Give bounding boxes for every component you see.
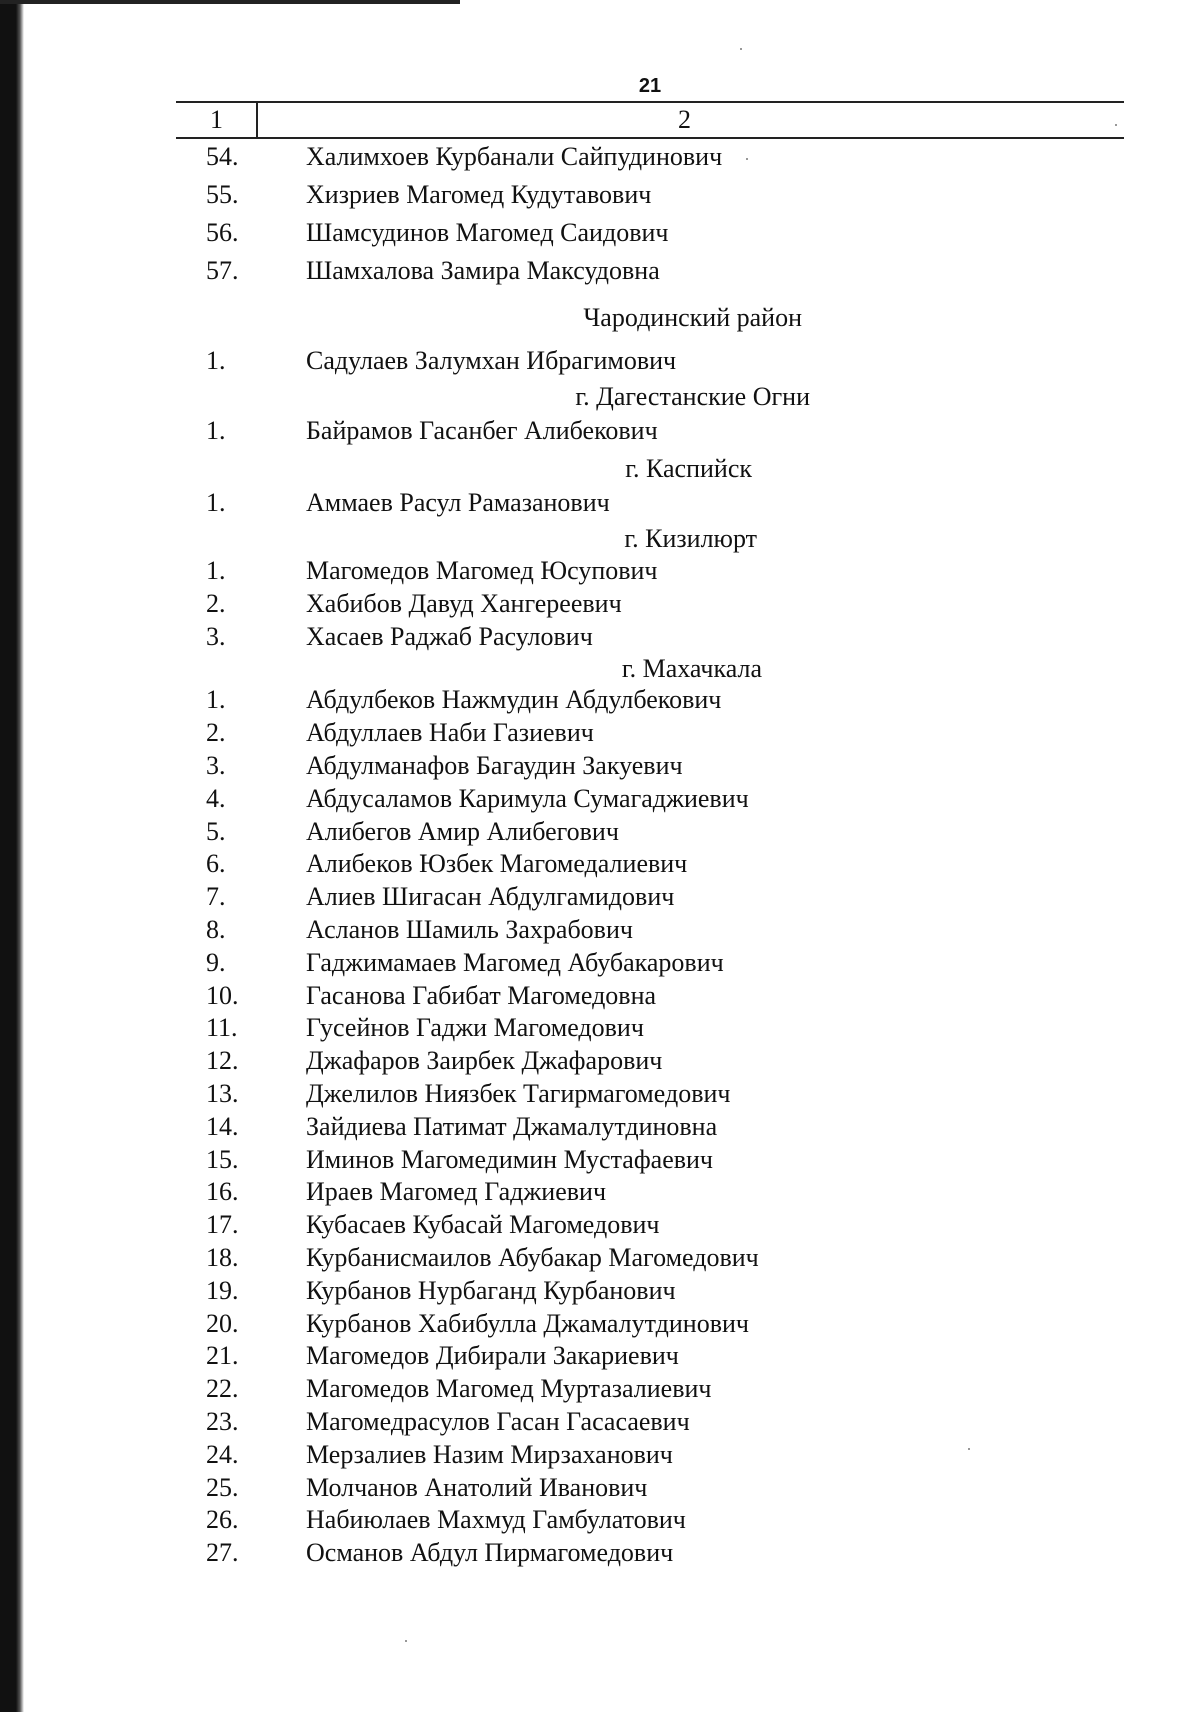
person-name: Абдусаламов Каримула Сумагаджиевич	[306, 783, 749, 813]
list-item	[0, 142, 1200, 180]
list-item	[0, 1309, 1200, 1342]
item-number: 25.	[206, 1472, 239, 1502]
header-column-divider	[256, 101, 258, 139]
person-name: Абдулманафов Багаудин Закуевич	[306, 750, 683, 780]
person-name: Зайдиева Патимат Джамалутдиновна	[306, 1111, 718, 1141]
item-number: 16.	[206, 1177, 239, 1207]
list-item	[0, 1079, 1200, 1112]
list-item	[0, 256, 1200, 294]
list-item	[0, 1112, 1200, 1145]
person-name: Кубасаев Кубасай Магомедович	[306, 1210, 660, 1240]
header-bottom-rule	[176, 137, 1124, 139]
item-number: 15.	[206, 1144, 239, 1174]
person-name: Молчанов Анатолий Иванович	[306, 1472, 648, 1502]
item-number: 1.	[206, 488, 226, 517]
list-item	[0, 1505, 1200, 1538]
item-number: 5.	[206, 816, 226, 846]
person-name: Ираев Магомед Гаджиевич	[306, 1177, 607, 1207]
person-name: Шамхалова Замира Максудовна	[306, 256, 660, 285]
item-number: 1.	[206, 685, 226, 715]
list-item	[0, 718, 1200, 751]
person-name: Хизриев Магомед Кудутавович	[306, 180, 652, 209]
list-item	[0, 1440, 1200, 1473]
item-number: 7.	[206, 882, 226, 912]
item-number: 19.	[206, 1275, 239, 1305]
item-number: 54.	[206, 142, 239, 171]
person-name: Магомедов Дибирали Закариевич	[306, 1341, 679, 1371]
person-name: Асланов Шамиль Захрабович	[306, 914, 633, 944]
makhachkala-list	[0, 685, 1200, 1571]
list-item	[0, 915, 1200, 948]
person-name: Курбанов Хабибулла Джамалутдинович	[306, 1308, 749, 1338]
page-number: 21	[638, 75, 662, 97]
list-item	[0, 1177, 1200, 1210]
list-item	[0, 1341, 1200, 1374]
person-name: Алибеков Юзбек Магомедалиевич	[306, 849, 688, 879]
list-item	[0, 1407, 1200, 1440]
person-name: Иминов Магомедимин Мустафаевич	[306, 1144, 714, 1174]
item-number: 20.	[206, 1308, 239, 1338]
table-header	[176, 101, 1124, 139]
scan-speck	[740, 48, 742, 50]
person-name: Гусейнов Гаджи Магомедович	[306, 1013, 644, 1043]
item-number: 24.	[206, 1439, 239, 1469]
list-item	[0, 1374, 1200, 1407]
list-item	[0, 751, 1200, 784]
list-item	[0, 1276, 1200, 1309]
item-number: 11.	[206, 1013, 238, 1043]
list-item	[0, 1046, 1200, 1079]
person-name: Магомедрасулов Гасан Гасасаевич	[306, 1406, 690, 1436]
scan-top-edge	[0, 0, 460, 4]
item-number: 8.	[206, 914, 226, 944]
person-name: Абдуллаев Наби Газиевич	[306, 718, 594, 748]
scan-speck	[746, 158, 748, 160]
person-name: Абдулбеков Нажмудин Абдулбекович	[306, 685, 722, 715]
person-name: Садулаев Залумхан Ибрагимович	[306, 346, 677, 375]
person-name: Османов Абдул Пирмагомедович	[306, 1538, 674, 1568]
person-name: Алибегов Амир Алибегович	[306, 816, 619, 846]
name-list	[0, 140, 1200, 1571]
list-item	[0, 981, 1200, 1014]
person-name: Гасанова Габибат Магомедовна	[306, 980, 657, 1010]
item-number: 13.	[206, 1078, 239, 1108]
person-name: Магомедов Магомед Юсупович	[306, 556, 658, 585]
header-col-number: 1	[210, 105, 223, 134]
district-heading: г. Кизилюрт	[624, 524, 757, 553]
item-number: 17.	[206, 1210, 239, 1240]
scan-speck	[1115, 124, 1117, 126]
item-number: 55.	[206, 180, 239, 209]
person-name: Халимхоев Курбанали Сайпудинович	[306, 142, 723, 171]
list-item	[0, 218, 1200, 256]
list-item	[0, 180, 1200, 218]
person-name: Курбанов Нурбаганд Курбанович	[306, 1275, 676, 1305]
item-number: 18.	[206, 1242, 239, 1272]
item-number: 6.	[206, 849, 226, 879]
list-item	[0, 1013, 1200, 1046]
district-heading: г. Махачкала	[621, 654, 762, 684]
list-item	[0, 1210, 1200, 1243]
item-number: 12.	[206, 1046, 239, 1076]
item-number: 21.	[206, 1341, 239, 1371]
district-heading: Чародинский район	[583, 303, 802, 332]
item-number: 56.	[206, 218, 239, 247]
person-name: Гаджимамаев Магомед Абубакарович	[306, 947, 724, 977]
scan-speck	[405, 1640, 407, 1642]
item-number: 2.	[206, 718, 226, 748]
list-item	[0, 556, 1200, 589]
item-number: 3.	[206, 750, 226, 780]
district-heading: г. Каспийск	[625, 454, 752, 483]
district-heading: г. Дагестанские Огни	[575, 382, 810, 411]
item-number: 10.	[206, 980, 239, 1010]
list-item	[0, 882, 1200, 915]
item-number: 27.	[206, 1538, 239, 1568]
list-item	[0, 1243, 1200, 1276]
list-item	[0, 817, 1200, 850]
list-item	[0, 416, 1200, 454]
list-item	[0, 1145, 1200, 1178]
item-number: 57.	[206, 256, 239, 285]
item-number: 23.	[206, 1406, 239, 1436]
header-col-name: 2	[678, 105, 691, 134]
item-number: 2.	[206, 588, 226, 618]
item-number: 3.	[206, 621, 226, 651]
person-name: Хасаев Раджаб Расулович	[306, 621, 593, 651]
item-number: 1.	[206, 416, 226, 445]
person-name: Аммаев Расул Рамазанович	[306, 488, 610, 517]
item-number: 14.	[206, 1111, 239, 1141]
list-item	[0, 346, 1200, 382]
item-number: 4.	[206, 783, 226, 813]
list-item	[0, 622, 1200, 655]
list-item	[0, 685, 1200, 718]
list-item	[0, 589, 1200, 622]
person-name: Хабибов Давуд Хангереевич	[306, 588, 622, 618]
item-number: 26.	[206, 1505, 239, 1535]
list-item	[0, 849, 1200, 882]
item-number: 1.	[206, 346, 226, 375]
scan-speck	[968, 1448, 970, 1450]
list-item	[0, 488, 1200, 524]
person-name: Джелилов Ниязбек Тагирмагомедович	[306, 1078, 731, 1108]
person-name: Алиев Шигасан Абдулгамидович	[306, 882, 675, 912]
list-item	[0, 948, 1200, 981]
person-name: Шамсудинов Магомед Саидович	[306, 218, 669, 247]
list-item	[0, 1538, 1200, 1571]
item-number: 9.	[206, 947, 226, 977]
header-top-rule	[176, 101, 1124, 103]
person-name: Курбанисмаилов Абубакар Магомедович	[306, 1242, 759, 1272]
person-name: Магомедов Магомед Муртазалиевич	[306, 1374, 712, 1404]
item-number: 22.	[206, 1374, 239, 1404]
person-name: Байрамов Гасанбег Алибекович	[306, 416, 658, 445]
person-name: Мерзалиев Назим Мирзаханович	[306, 1439, 673, 1469]
list-item	[0, 1473, 1200, 1506]
person-name: Набиюлаев Махмуд Гамбулатович	[306, 1505, 686, 1535]
person-name: Джафаров Заирбек Джафарович	[306, 1046, 663, 1076]
item-number: 1.	[206, 556, 226, 585]
list-item	[0, 784, 1200, 817]
